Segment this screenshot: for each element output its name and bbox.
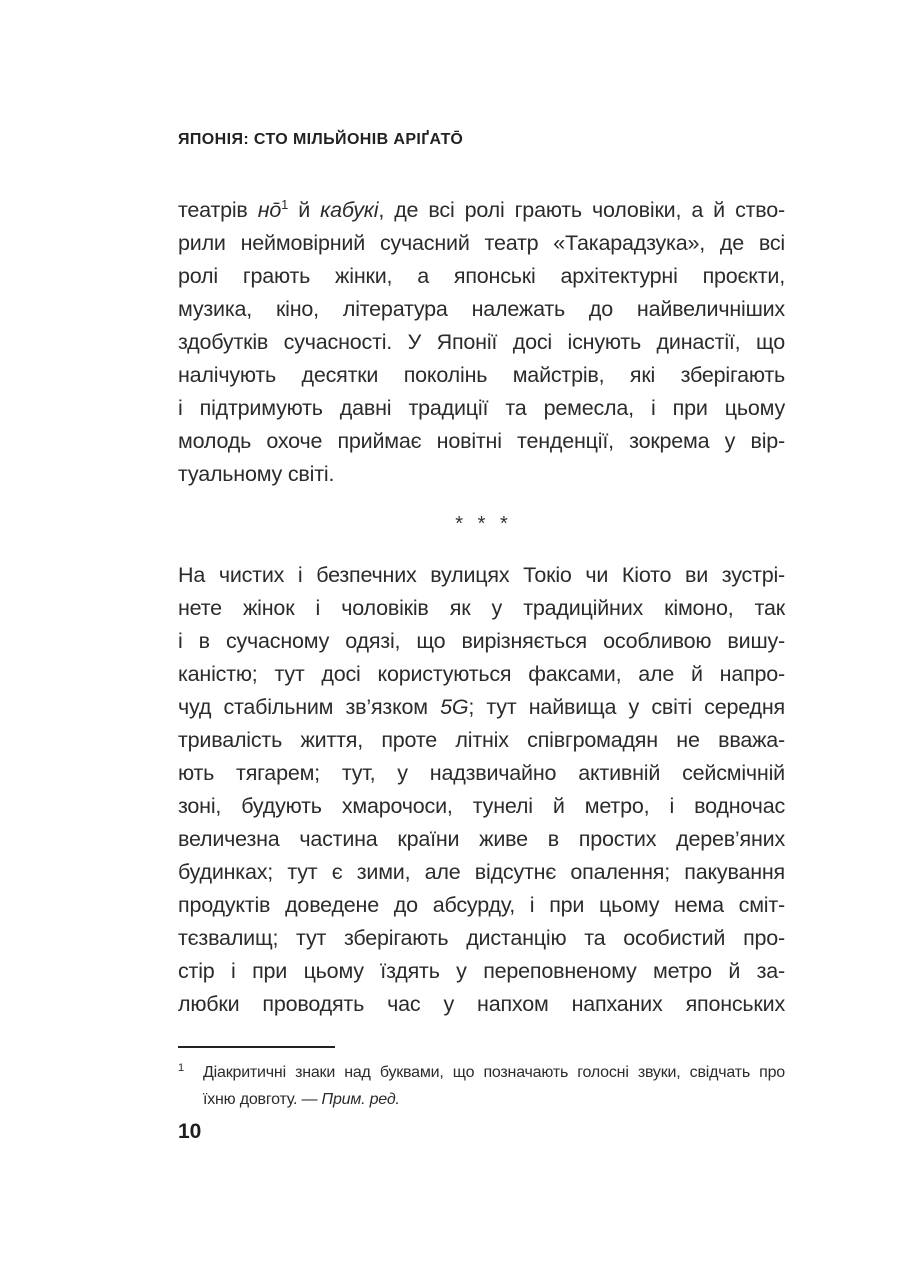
text-line: молодь охоче приймає новітні тенденції, зокрема у вір-	[178, 429, 785, 453]
text-line: туальному світі.	[178, 462, 335, 486]
text-line: ють тягарем; тут, у надзвичайно активній сейсмічній	[178, 761, 785, 785]
section-separator: * * *	[455, 513, 508, 535]
footnote-rule	[178, 1046, 335, 1048]
paragraph	[178, 559, 785, 1021]
text-line: ролі грають жінки, а японські архітектурні проєкти,	[178, 264, 785, 288]
footnote-marker: 1	[178, 1062, 185, 1074]
text-line: їхню довготу. — Прим. ред.	[203, 1091, 400, 1108]
text-line: нете жінок і чоловіків як у традиційних кімоно, так	[178, 596, 785, 620]
text-line: чуд стабільним зв’язком 5G; тут найвища у світі середня	[178, 695, 785, 719]
text-line: Діакритичні знаки над буквами, що позначають голосні звуки, свідчать про	[203, 1064, 785, 1081]
text-line: і підтримують давні традиції та ремесла, і при цьому	[178, 396, 785, 420]
text-line: тєзвалищ; тут зберігають дистанцію та особистий про-	[178, 926, 785, 950]
footnote-block	[178, 1046, 785, 1113]
text-line: театрів но̄$^1$ й кабукі, де всі ролі грають чоловіки, а й ство-	[178, 196, 785, 222]
running-header: ЯПОНІЯ: СТО МІЛЬЙОНІВ АРІҐАТО̄	[178, 131, 464, 148]
page-number: 10	[178, 1120, 202, 1143]
footnote	[178, 1059, 785, 1113]
text-line: величезна частина країни живе в простих дерев’яних	[178, 827, 785, 851]
text-line: рили неймовірний сучасний театр «Такарадзука», де всі	[178, 231, 785, 255]
text-line: і в сучасному одязі, що вирізняється особливою вишу-	[178, 629, 785, 653]
text-line: будинках; тут є зими, але відсутнє опалення; пакування	[178, 860, 785, 884]
text-line: На чистих і безпечних вулицях Токіо чи Кіото ви зустрі-	[178, 563, 785, 587]
paragraph	[178, 194, 785, 491]
text-line: стір і при цьому їздять у переповненому метро й за-	[178, 959, 785, 983]
text-line: тривалість життя, проте літніх співгромадян не вважа-	[178, 728, 785, 752]
text-line: музика, кіно, література належать до найвеличніших	[178, 297, 785, 321]
text-line: любки проводять час у напхом напханих японських	[178, 992, 785, 1016]
text-line: налічують десятки поколінь майстрів, які зберігають	[178, 363, 785, 387]
text-line: каністю; тут досі користуються факсами, але й напро-	[178, 662, 785, 686]
body-text	[178, 194, 785, 1021]
text-line: зоні, будують хмарочоси, тунелі й метро, і водночас	[178, 794, 785, 818]
text-line: здобутків сучасності. У Японії досі існують династії, що	[178, 330, 785, 354]
text-line: продуктів доведене до абсурду, і при цьому нема сміт-	[178, 893, 785, 917]
footnote-text	[203, 1059, 785, 1113]
